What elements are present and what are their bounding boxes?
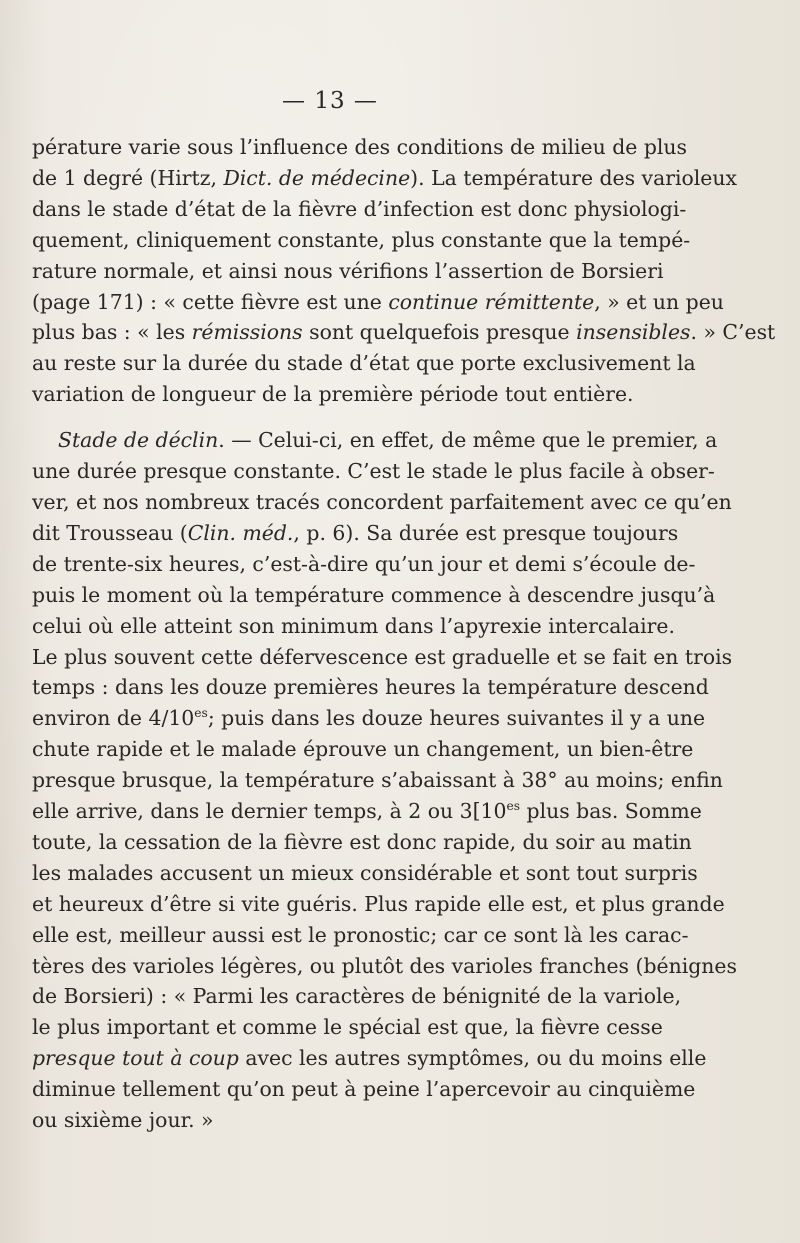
text-run: Le plus souvent cette défervescence est graduelle et se fait en trois xyxy=(32,644,733,669)
text-run: plus bas. Somme xyxy=(520,799,702,824)
text-line xyxy=(32,703,706,734)
text-line xyxy=(32,889,725,920)
text-line xyxy=(32,379,662,410)
text-run: sont quelquefois presque xyxy=(302,320,577,345)
text-run: de Borsieri) : « Parmi les caractères de bénignité de la variole, xyxy=(32,984,682,1009)
text-run: . — Celui-ci, en effet, de même que le premier, a xyxy=(218,428,718,453)
text-run: une durée presque constante. C’est le stade le plus facile à obser- xyxy=(32,459,715,484)
text-line xyxy=(32,920,689,951)
text-line xyxy=(32,425,718,456)
text-run: de 1 degré (Hirtz, xyxy=(32,165,224,190)
text-run: , p. 6). Sa durée est presque toujours xyxy=(293,520,679,545)
text-run: puis le moment où la température commence à descendre jusqu’à xyxy=(32,582,716,607)
text-run: ; puis dans les douze heures suivantes il y a une xyxy=(207,706,706,731)
italic-run: Clin. méd. xyxy=(187,520,294,545)
body-text xyxy=(32,132,776,1136)
text-line xyxy=(32,163,738,194)
text-line xyxy=(32,256,662,287)
text-line xyxy=(32,765,723,796)
text-run: dans le stade d’état de la fièvre d’infection est donc physiologi- xyxy=(32,196,687,221)
text-run: de trente-six heures, c’est-à-dire qu’un jour et demi s’écoule de- xyxy=(32,551,696,576)
text-run: chute rapide et le malade éprouve un changement, un bien-être xyxy=(32,737,694,762)
text-run: (page 171) : « cette fièvre est une xyxy=(32,289,389,314)
text-run: plus bas : « les xyxy=(32,320,192,345)
superscript: es xyxy=(506,799,521,814)
text-line xyxy=(32,611,675,642)
text-line xyxy=(32,487,732,518)
text-line xyxy=(32,194,687,225)
text-run: tères des varioles légères, ou plutôt des varioles franches (bénignes xyxy=(32,953,737,978)
text-run: pérature varie sous l’influence des conditions de milieu de plus xyxy=(32,135,688,159)
text-line xyxy=(32,518,679,549)
text-line xyxy=(32,734,694,765)
text-run: elle arrive, dans le dernier temps, à 2 ou 3[10 xyxy=(32,799,507,824)
text-line xyxy=(32,642,733,673)
text-run: dit Trousseau ( xyxy=(32,520,188,545)
text-run: ). La température des varioleux xyxy=(410,165,738,190)
text-line xyxy=(32,1074,696,1105)
text-line xyxy=(32,287,724,318)
text-run: ou sixième jour. » xyxy=(32,1108,214,1133)
superscript: es xyxy=(194,706,208,721)
text-run: elle est, meilleur aussi est le pronostic; car ce sont là les carac- xyxy=(32,922,689,947)
text-run: les malades accusent un mieux considérable et sont tout surpris xyxy=(32,860,698,885)
text-run: quement, cliniquement constante, plus constante que la tempé- xyxy=(32,227,691,252)
text-run: . » C’est xyxy=(690,320,776,345)
text-line xyxy=(32,1012,662,1043)
italic-run: Stade de déclin xyxy=(58,428,219,453)
italic-run: Dict. de médecine xyxy=(223,165,411,190)
text-run: avec les autres symptômes, ou du moins elle xyxy=(238,1046,707,1071)
text-run: au reste sur la durée du stade d’état que porte exclusivement la xyxy=(32,351,696,376)
text-line xyxy=(32,951,737,982)
text-run: ver, et nos nombreux tracés concordent parfaitement avec ce qu’en xyxy=(32,489,732,514)
text-line xyxy=(32,827,692,858)
italic-run: rémissions xyxy=(191,320,303,345)
text-run: diminue tellement qu’on peut à peine l’apercevoir au cinquième xyxy=(32,1077,696,1102)
text-line xyxy=(32,858,698,889)
text-run: variation de longueur de la première période tout entière. xyxy=(32,382,634,407)
italic-run: insensibles xyxy=(576,320,691,345)
text-line xyxy=(32,1043,707,1074)
paragraph-2 xyxy=(32,425,737,1136)
text-line xyxy=(32,981,682,1012)
text-line xyxy=(32,132,688,163)
italic-run: presque tout à coup xyxy=(32,1046,239,1071)
text-run: temps : dans les douze premières heures la température descend xyxy=(32,675,709,700)
text-run: rature normale, et ainsi nous vérifions l’assertion de Borsieri xyxy=(32,258,664,283)
italic-run: continue rémittente xyxy=(388,289,595,314)
paragraph-1 xyxy=(32,132,776,410)
text-run: , » et un peu xyxy=(594,289,724,314)
text-line xyxy=(32,1105,662,1136)
page-number: — 13 — xyxy=(282,88,378,114)
text-run: et heureux d’être si vite guéris. Plus rapide elle est, et plus grande xyxy=(32,891,725,916)
text-line xyxy=(32,549,696,580)
text-line xyxy=(32,348,696,379)
text-run: le plus important et comme le spécial est que, la fièvre cesse xyxy=(32,1015,663,1040)
text-run: environ de 4/10 xyxy=(32,706,195,731)
text-line xyxy=(32,456,715,487)
text-line xyxy=(32,672,709,703)
text-line xyxy=(32,580,716,611)
text-line xyxy=(32,225,691,256)
text-run: celui où elle atteint son minimum dans l’apyrexie intercalaire. xyxy=(32,613,675,638)
text-run: toute, la cessation de la fièvre est donc rapide, du soir au matin xyxy=(32,829,692,854)
text-run: presque brusque, la température s’abaissant à 38° au moins; enfin xyxy=(32,768,723,793)
text-line xyxy=(32,317,776,348)
text-line xyxy=(32,796,702,827)
